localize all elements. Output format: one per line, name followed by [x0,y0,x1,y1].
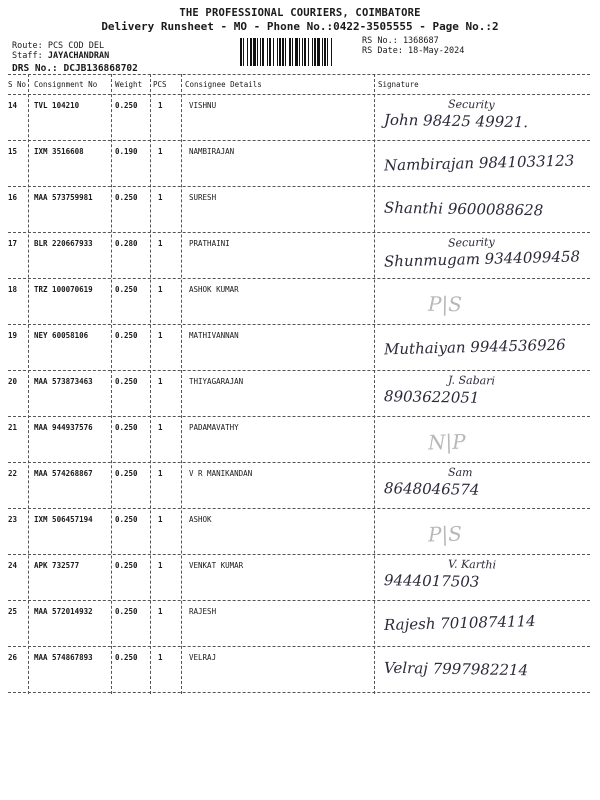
barcode-bar [292,38,293,66]
row-consignee-name: VENKAT KUMAR [189,561,244,570]
barcode-bar [240,38,242,66]
row-consignee-name: THIYAGARAJAN [189,377,244,386]
drs-line [12,63,138,74]
row-signature-line: N|P [427,429,467,455]
row-signature-line: Sam [447,465,473,480]
row-sno: 14 [8,101,18,110]
row-sno: 20 [8,377,18,386]
row-weight: 0.250 [115,469,138,478]
row-signature-line: Security [447,235,495,250]
barcode-bar [269,38,271,66]
barcode-bar [324,38,326,66]
row-consignment-no: MAA 572014932 [34,607,93,616]
barcode-bar [257,38,258,66]
row-pcs: 1 [158,239,163,248]
row-consignee-name: MATHIVANNAN [189,331,239,340]
row-sno: 19 [8,331,18,340]
barcode-bar [267,38,268,66]
row-weight: 0.190 [115,147,138,156]
column-divider [111,74,112,694]
runsheet-subtitle: Delivery Runsheet - MO - Phone No.:0422-3505555 - Page No.:2 [101,20,499,33]
row-pcs: 1 [158,377,163,386]
row-weight: 0.250 [115,285,138,294]
row-signature-line: Nambirajan 9841033123 [383,151,575,175]
runsheet-table [8,74,590,694]
row-consignee-name: V R MANIKANDAN [189,469,253,478]
col-header-sno: S No [8,80,27,89]
barcode-bar [247,38,248,66]
row-signature-line: Shunmugam 9344099458 [383,247,581,271]
row-border [8,646,590,647]
row-signature-line: John 98425 49921. [383,110,529,132]
barcode-bar [299,38,300,66]
row-signature-line: 8903622051 [383,387,480,407]
row-signature-line: P|S [427,521,463,547]
row-sno: 23 [8,515,18,524]
row-sno: 26 [8,653,18,662]
row-pcs: 1 [158,515,163,524]
row-border [8,416,590,417]
barcode-bar [331,38,332,66]
row-consignee-name: PRATHAINI [189,239,230,248]
row-consignment-no: MAA 573873463 [34,377,93,386]
row-sno: 24 [8,561,18,570]
column-divider [181,74,182,694]
row-border [8,692,590,693]
row-signature-line: 8648046574 [383,479,480,499]
staff-name: JAYACHANDRAN [47,51,110,61]
barcode-bar [243,38,244,66]
col-header-consignment: Consignment No [34,80,98,89]
row-pcs: 1 [158,469,163,478]
barcode-bar [304,38,306,66]
header-right-block [362,36,464,56]
row-consignee-name: ASHOK KUMAR [189,285,239,294]
row-border [8,232,590,233]
row-sno: 18 [8,285,18,294]
row-consignment-no: MAA 944937576 [34,423,93,432]
row-weight: 0.250 [115,607,138,616]
row-border [8,140,590,141]
row-signature-line: Rajesh 7010874114 [383,612,536,634]
barcode-bar [317,38,320,66]
row-border [8,462,590,463]
barcode-bar [314,38,316,66]
barcode-bar [295,38,298,66]
row-consignment-no: IXM 3516608 [34,147,84,156]
row-pcs: 1 [158,101,163,110]
row-sno: 25 [8,607,18,616]
row-signature-line: V. Karthi [447,557,497,572]
rs-date: RS Date: 18-May-2024 [362,46,465,56]
row-consignee-name: NAMBIRAJAN [189,147,235,156]
route-line: Route: PCS COD DEL [12,41,105,51]
row-consignment-no: TVL 104210 [34,101,80,110]
barcode-bar [289,38,291,66]
row-signature-line: 9444017503 [383,571,480,591]
row-weight: 0.250 [115,377,138,386]
barcode-bar [250,38,252,66]
row-border [8,324,590,325]
row-pcs: 1 [158,607,163,616]
row-signature-line: Muthaiyan 9944536926 [383,335,566,359]
row-sno: 15 [8,147,18,156]
row-pcs: 1 [158,193,163,202]
row-pcs: 1 [158,147,163,156]
row-pcs: 1 [158,331,163,340]
table-top-border [8,74,590,75]
barcode-bar [308,38,309,66]
row-weight: 0.250 [115,653,138,662]
rs-number: RS No.: 1368687 [362,36,439,46]
barcode-bar [282,38,284,66]
row-consignment-no: MAA 574268867 [34,469,93,478]
row-consignee-name: VISHNU [189,101,217,110]
row-consignment-no: APK 732577 [34,561,80,570]
barcode-bar [322,38,323,66]
row-signature-line: P|S [427,291,463,317]
col-header-weight: Weight [115,80,143,89]
row-signature-line: J. Sabari [447,373,496,388]
row-consignment-no: TRZ 100070619 [34,285,93,294]
row-consignment-no: BLR 220667933 [34,239,93,248]
row-weight: 0.250 [115,331,138,340]
row-signature-line: Shanthi 9600088628 [383,198,544,220]
row-consignee-name: PADAMAVATHY [189,423,239,432]
row-weight: 0.250 [115,515,138,524]
drs-number: DCJB136868702 [63,63,138,74]
row-border [8,554,590,555]
row-weight: 0.250 [115,101,138,110]
drs-label: DRS No.: [12,63,58,74]
row-weight: 0.250 [115,423,138,432]
row-consignment-no: NEY 60058106 [34,331,89,340]
barcode-bar [262,38,264,66]
row-weight: 0.250 [115,193,138,202]
barcode-bar [302,38,303,66]
row-signature-line: Security [447,97,495,112]
barcode-bar [277,38,278,66]
barcode-bar [253,38,256,66]
row-pcs: 1 [158,561,163,570]
header-left-block [12,41,109,61]
barcode-bar [327,38,328,66]
barcode-bar [260,38,261,66]
row-sno: 22 [8,469,18,478]
barcode-image [240,38,356,66]
col-header-pcs: PCS [153,80,167,89]
barcode-bar [279,38,281,66]
staff-label: Staff: [12,51,43,61]
row-border [8,370,590,371]
row-consignment-no: IXM 506457194 [34,515,93,524]
row-border [8,186,590,187]
col-header-details: Consignee Details [185,80,262,89]
row-consignment-no: MAA 574867893 [34,653,93,662]
barcode-bar [285,38,286,66]
company-title: THE PROFESSIONAL COURIERS, COIMBATORE [179,7,421,19]
row-weight: 0.250 [115,561,138,570]
row-consignee-name: SURESH [189,193,217,202]
row-consignment-no: MAA 573759981 [34,193,93,202]
column-divider [28,74,29,694]
column-divider [374,74,375,694]
row-border [8,600,590,601]
staff-line [12,51,109,61]
row-consignee-name: VELRAJ [189,653,217,662]
barcode-bar [273,38,274,66]
row-signature-line: Velraj 7997982214 [383,658,529,680]
header-row-border [8,94,590,95]
barcode-bar [312,38,313,66]
row-border [8,278,590,279]
row-pcs: 1 [158,653,163,662]
row-border [8,508,590,509]
row-pcs: 1 [158,285,163,294]
column-divider [150,74,151,694]
row-consignee-name: ASHOK [189,515,212,524]
row-weight: 0.280 [115,239,138,248]
row-sno: 17 [8,239,18,248]
row-sno: 21 [8,423,18,432]
row-sno: 16 [8,193,18,202]
row-consignee-name: RAJESH [189,607,217,616]
col-header-signature: Signature [378,80,419,89]
row-pcs: 1 [158,423,163,432]
